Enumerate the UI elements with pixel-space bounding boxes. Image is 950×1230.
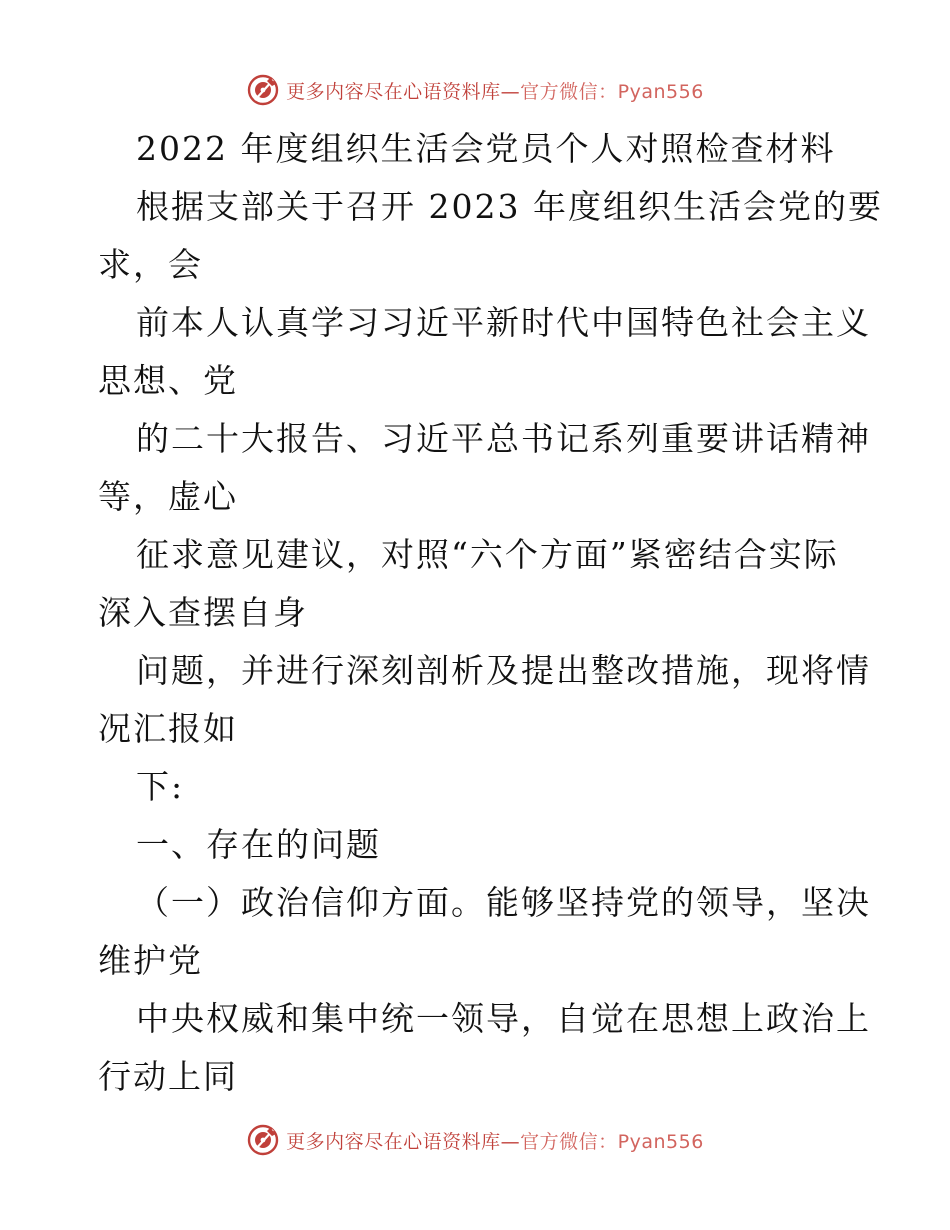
text-line: 行动上同 [98, 1057, 238, 1096]
text-line: 2022 年度组织生活会党员个人对照检查材料 [136, 129, 836, 168]
document-body [98, 120, 883, 1106]
footer-watermark [0, 1120, 950, 1160]
text-line: 下: [136, 767, 185, 806]
text-line: 中央权威和集中统一领导，自觉在思想上政治上 [136, 999, 871, 1038]
pen-logo-icon [246, 73, 280, 107]
text-line: 前本人认真学习习近平新时代中国特色社会主义 [136, 303, 871, 342]
text-line: 维护党 [98, 941, 203, 980]
text-line: 等，虚心 [98, 477, 238, 516]
text-line: 征求意见建议，对照“六个方面”紧密结合实际 [136, 535, 839, 574]
text-line: （一）政治信仰方面。能够坚持党的领导，坚决 [136, 883, 871, 922]
header-watermark [0, 70, 950, 110]
text-line: 求，会 [98, 245, 203, 284]
watermark-wechat: 官方微信：Pyan556 [520, 1130, 704, 1153]
watermark-text: 更多内容尽在心语资料库— [286, 1130, 521, 1153]
section-heading: 一、存在的问题 [136, 825, 381, 864]
pen-logo-icon [246, 1123, 280, 1157]
watermark-wechat: 官方微信：Pyan556 [520, 80, 704, 103]
text-line: 思想、党 [98, 361, 238, 400]
text-line: 深入查摆自身 [98, 593, 308, 632]
text-line: 况汇报如 [98, 709, 238, 748]
text-line: 问题，并进行深刻剖析及提出整改措施，现将情 [136, 651, 871, 690]
watermark-text: 更多内容尽在心语资料库— [286, 80, 521, 103]
text-line: 根据支部关于召开 2023 年度组织生活会党的要 [136, 187, 883, 226]
text-line: 的二十大报告、习近平总书记系列重要讲话精神 [136, 419, 871, 458]
